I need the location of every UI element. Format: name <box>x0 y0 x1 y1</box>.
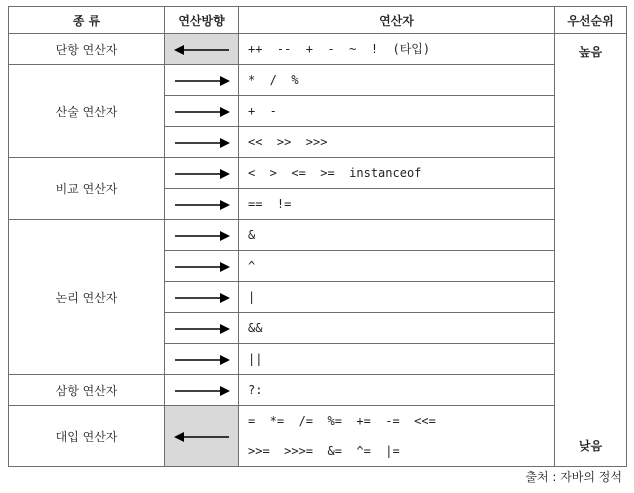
arrow-left-icon <box>174 44 230 56</box>
priority-low-label: 낮음 <box>578 439 603 453</box>
operators-cell <box>239 34 555 65</box>
operator-kind-cell: 논리 연산자 <box>9 220 165 375</box>
operators-cell <box>239 282 555 313</box>
arrow-right-icon <box>174 199 230 211</box>
operators-text: << >> >>> <box>248 135 328 149</box>
direction-cell <box>165 406 239 467</box>
operators-text: = *= /= %= += -= <<= <box>248 414 436 428</box>
arrow-right-icon <box>174 354 230 366</box>
operators-cell <box>239 220 555 251</box>
operator-kind-cell: 산술 연산자 <box>9 65 165 158</box>
operators-text: + - <box>248 104 277 118</box>
arrow-right-icon <box>174 137 230 149</box>
operators-text: ?: <box>248 383 263 397</box>
direction-cell <box>165 96 239 127</box>
table-row <box>9 220 627 251</box>
operator-kind-cell: 대입 연산자 <box>9 406 165 467</box>
direction-cell <box>165 344 239 375</box>
operator-table <box>8 6 627 467</box>
operators-text: || <box>248 352 263 366</box>
operators-text: & <box>248 228 256 242</box>
arrow-right-icon <box>174 106 230 118</box>
arrow-right-icon <box>174 168 230 180</box>
arrow-right-icon <box>174 75 230 87</box>
arrow-right-icon <box>174 385 230 397</box>
operators-cell <box>239 127 555 158</box>
operators-text: == != <box>248 197 292 211</box>
arrow-right-icon <box>174 261 230 273</box>
arrow-right-icon <box>174 292 230 304</box>
operators-cell <box>239 375 555 406</box>
direction-cell <box>165 65 239 96</box>
operators-cell <box>239 96 555 127</box>
header-kind: 종 류 <box>9 7 165 34</box>
operator-kind-cell: 단항 연산자 <box>9 34 165 65</box>
operators-text: | <box>248 290 256 304</box>
arrow-right-icon <box>174 323 230 335</box>
direction-cell <box>165 220 239 251</box>
table-row <box>9 65 627 96</box>
operators-text: ^ <box>248 259 256 273</box>
operator-kind-cell: 삼항 연산자 <box>9 375 165 406</box>
operators-cell <box>239 406 555 467</box>
operators-text: * / % <box>248 73 299 87</box>
operators-text: && <box>248 321 263 335</box>
operator-kind-cell: 비교 연산자 <box>9 158 165 220</box>
table-row <box>9 375 627 406</box>
direction-cell <box>165 251 239 282</box>
operators-cell <box>239 158 555 189</box>
table-row <box>9 406 627 467</box>
direction-cell <box>165 189 239 220</box>
priority-cell <box>555 34 627 467</box>
direction-cell <box>165 158 239 189</box>
direction-cell <box>165 127 239 158</box>
operators-cell <box>239 251 555 282</box>
direction-cell <box>165 282 239 313</box>
operators-text: ++ -- + - ~ ! (타입) <box>248 42 431 56</box>
operators-cell <box>239 344 555 375</box>
header-operators: 연산자 <box>239 7 555 34</box>
header-priority: 우선순위 <box>555 7 627 34</box>
operator-table-body <box>9 34 627 467</box>
operators-cell <box>239 65 555 96</box>
source-note: 출처 : 자바의 정석 <box>525 470 622 484</box>
direction-cell <box>165 375 239 406</box>
direction-cell <box>165 34 239 65</box>
operators-text: >>= >>>= &= ^= |= <box>248 444 400 458</box>
operators-cell <box>239 189 555 220</box>
arrow-right-icon <box>174 230 230 242</box>
header-direction: 연산방향 <box>165 7 239 34</box>
operators-cell <box>239 313 555 344</box>
operators-text: < > <= >= instanceof <box>248 166 422 180</box>
arrow-left-icon <box>174 431 230 443</box>
table-row <box>9 158 627 189</box>
table-row <box>9 34 627 65</box>
priority-high-label: 높음 <box>578 45 603 59</box>
direction-cell <box>165 313 239 344</box>
